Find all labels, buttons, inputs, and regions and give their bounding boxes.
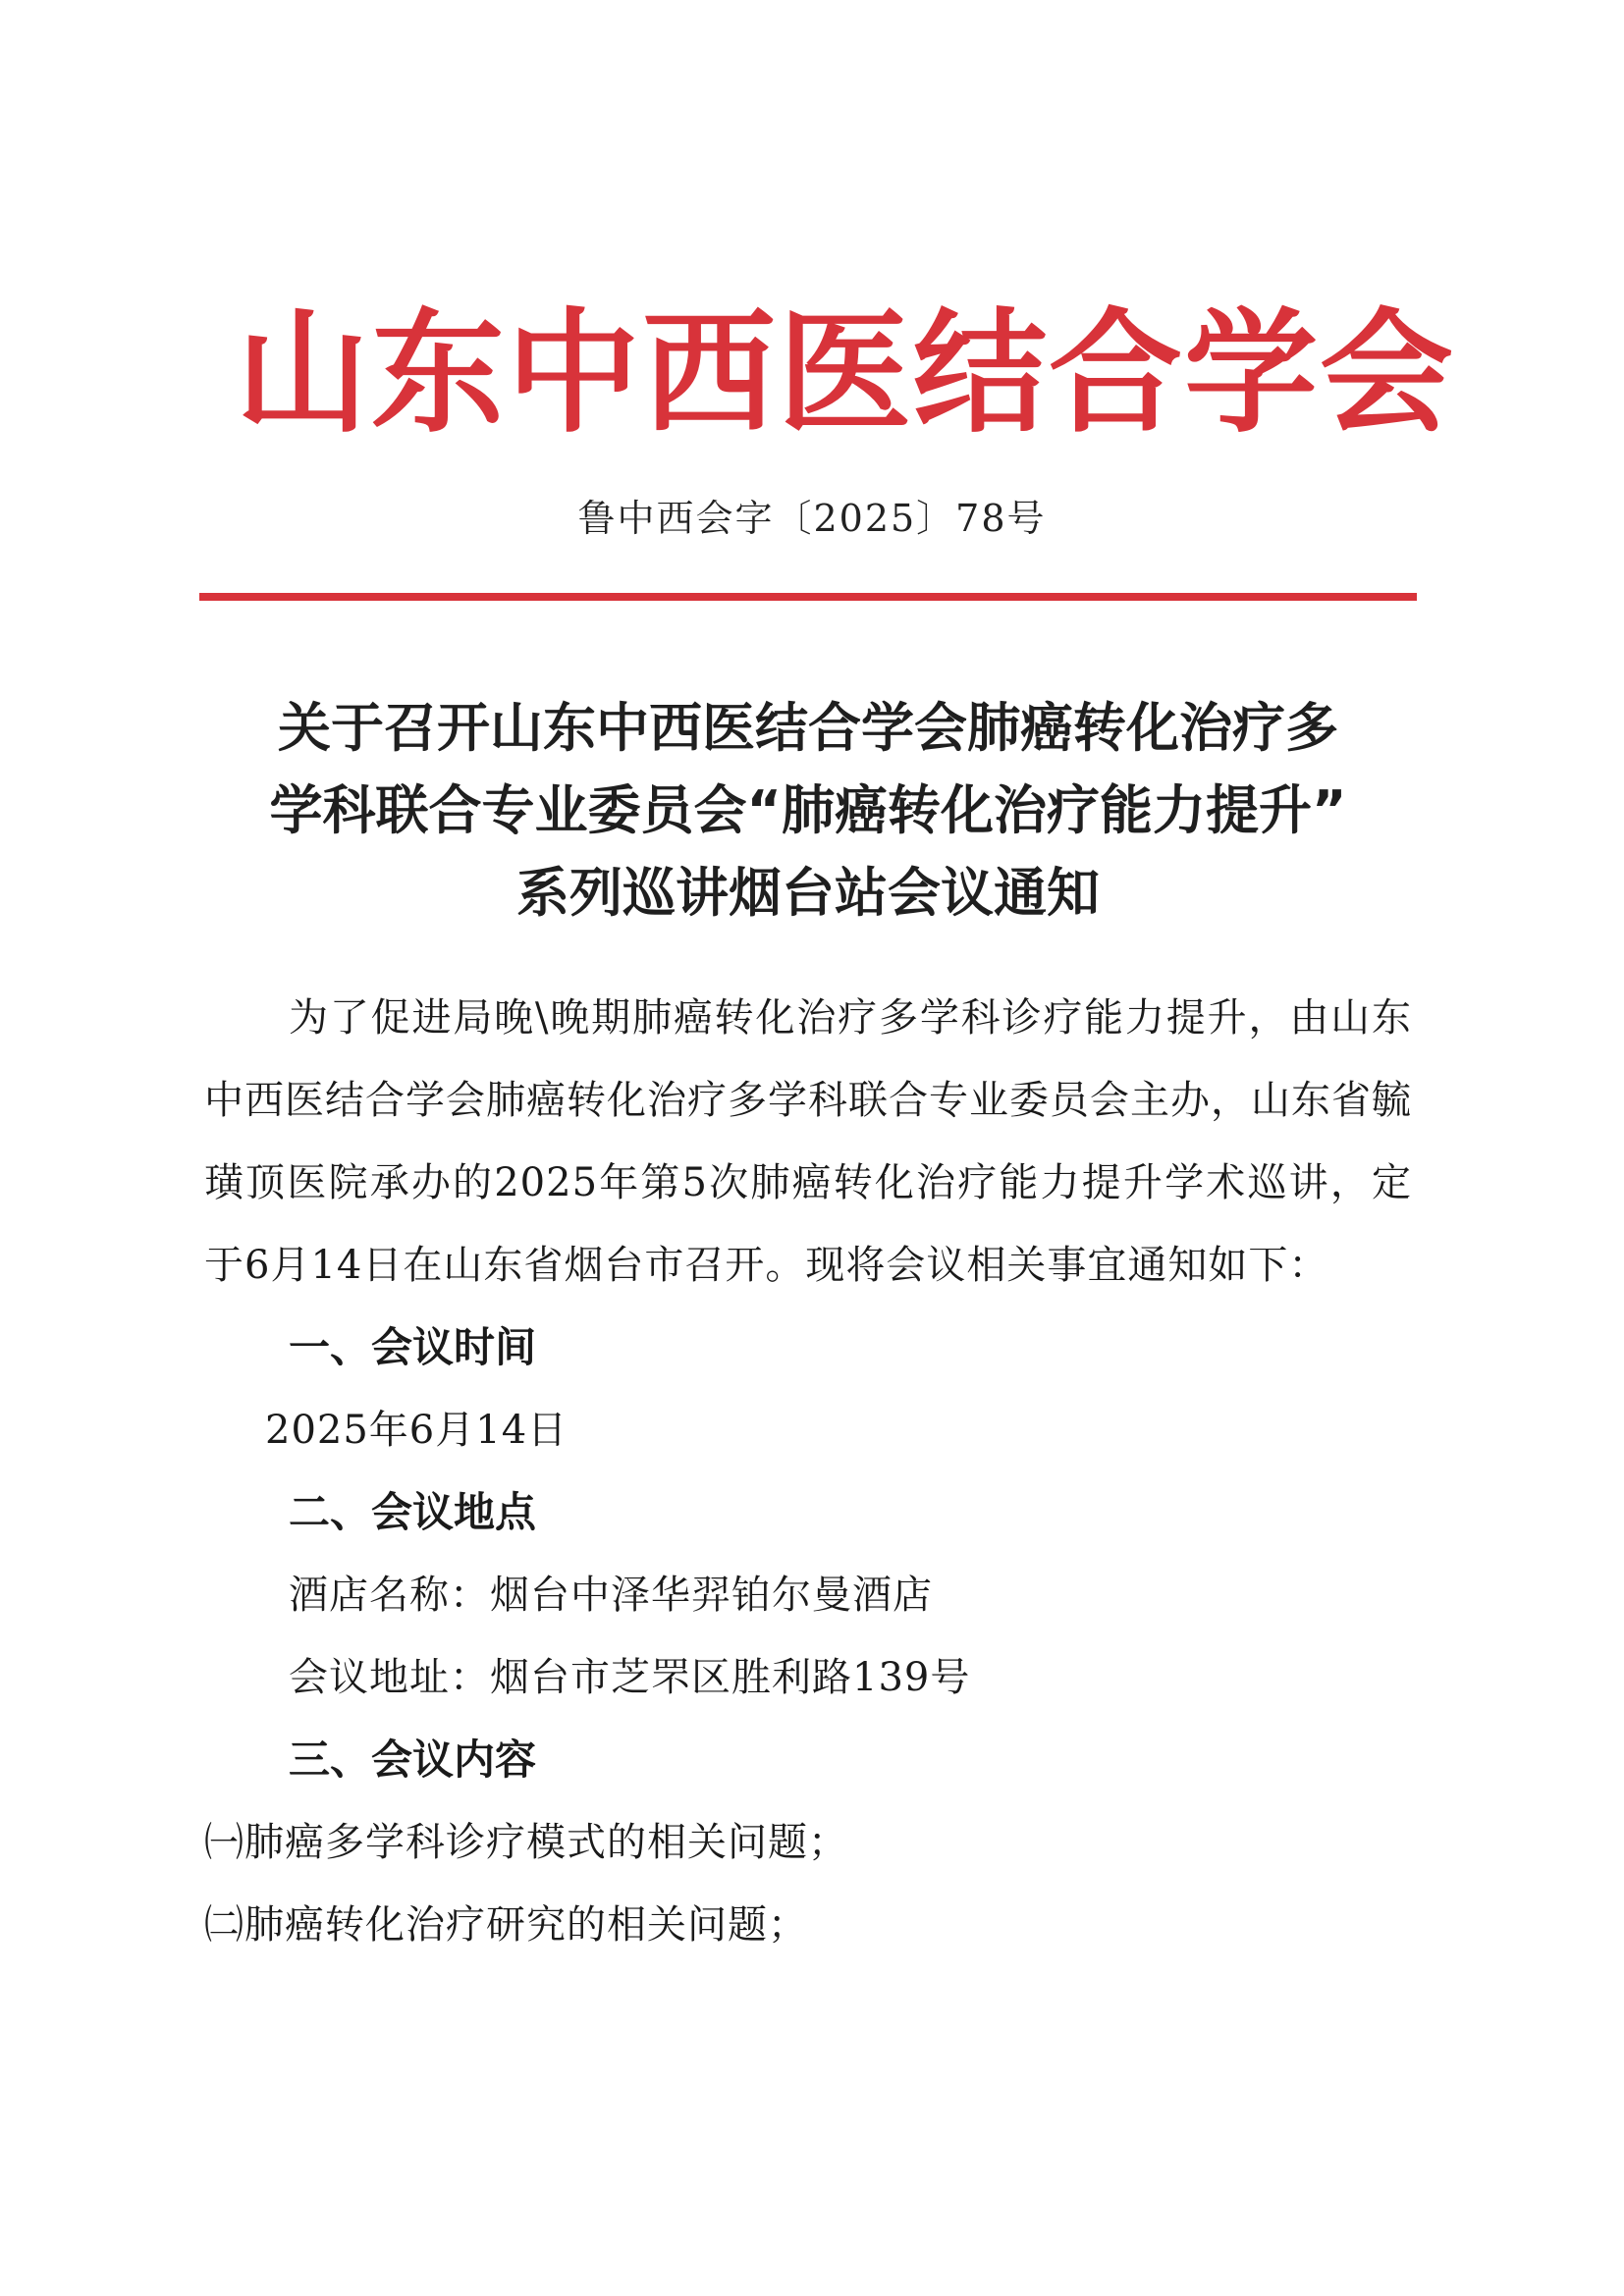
section-heading-content: 三、会议内容 bbox=[289, 1735, 537, 1784]
notice-title-line-1: 关于召开山东中西医结合学会肺癌转化治疗多 bbox=[278, 697, 1338, 759]
section-heading-place: 二、会议地点 bbox=[289, 1488, 537, 1536]
meeting-date: 2025年6月14日 bbox=[265, 1408, 568, 1453]
notice-title bbox=[199, 687, 1417, 934]
intro-paragraph: 为了促进局晚\晚期肺癌转化治疗多学科诊疗能力提升，由山东中西医结合学会肺癌转化治疗多学科联合专业委员会主办，山东省毓璜顶医院承办的2025年第5次肺癌转化治疗能力提升学术巡讲，定于6月14日在山东省烟台市召开。现将会议相关事宜通知如下： bbox=[204, 995, 1412, 1288]
organization-letterhead: 山东中西医结合学会 bbox=[236, 294, 1455, 452]
content-item: ㈠肺癌多学科诊疗模式的相关问题； bbox=[204, 1820, 848, 1865]
notice-title-line-3: 系列巡讲烟台站会议通知 bbox=[516, 862, 1100, 924]
hotel-name: 酒店名称：烟台中泽华羿铂尔曼酒店 bbox=[289, 1573, 933, 1618]
red-divider-rule bbox=[199, 593, 1417, 601]
meeting-address: 会议地址：烟台市芝罘区胜利路139号 bbox=[289, 1655, 971, 1700]
document-number: 鲁中西会字〔2025〕78号 bbox=[577, 497, 1047, 540]
notice-body bbox=[204, 977, 1412, 1966]
notice-title-line-2: 学科联合专业委员会“肺癌转化治疗能力提升” bbox=[269, 779, 1347, 841]
section-heading-time: 一、会议时间 bbox=[289, 1323, 537, 1371]
content-item: ㈡肺癌转化治疗研究的相关问题； bbox=[204, 1902, 808, 1948]
